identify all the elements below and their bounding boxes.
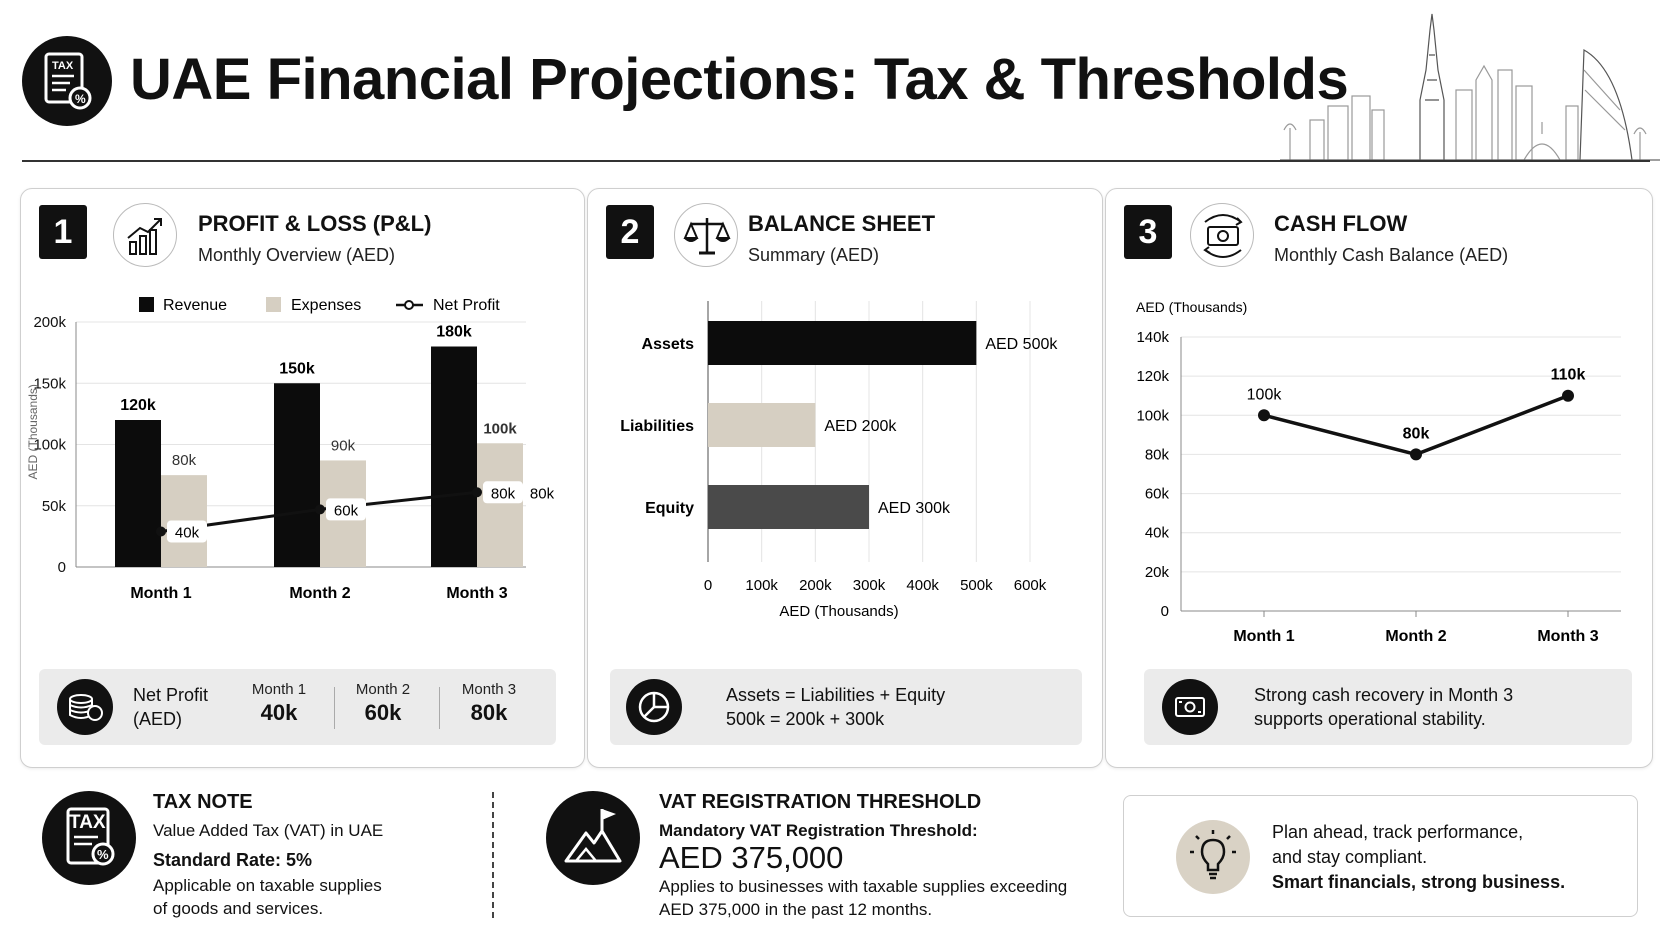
bar-expenses	[477, 443, 523, 567]
tax-document-icon	[22, 36, 112, 126]
legend-swatch-expenses	[266, 297, 281, 312]
bar-revenue	[274, 383, 320, 567]
vat-threshold-subtitle: Mandatory VAT Registration Threshold:	[659, 821, 978, 840]
page-title: UAE Financial Projections: Tax & Thresholds	[130, 47, 1349, 112]
x-tick-label: 100k	[745, 577, 778, 594]
data-label: AED 500k	[985, 336, 1058, 353]
category-label: Equity	[645, 500, 694, 517]
svg-text:%: %	[97, 847, 109, 862]
balance-sheet-chart	[588, 189, 1104, 649]
data-label: AED 200k	[824, 418, 897, 435]
vat-threshold-title: VAT REGISTRATION THRESHOLD	[659, 791, 982, 813]
y-tick-label: 120k	[1136, 368, 1169, 386]
vat-threshold-detail-2: AED 375,000 in the past 12 months.	[659, 900, 933, 919]
tax-note-title: TAX NOTE	[153, 791, 253, 813]
y-tick-label: 0	[1160, 603, 1169, 620]
data-label-net-profit: 80k	[490, 485, 516, 503]
x-tick-label: 600k	[1013, 577, 1047, 594]
equation-line-2: 500k = 200k + 300k	[726, 709, 885, 729]
tip-line-2: and stay compliant.	[1272, 847, 1428, 867]
section-divider	[492, 792, 494, 918]
tax-note-line: Value Added Tax (VAT) in UAE	[153, 821, 384, 840]
cash-flow-panel	[1105, 188, 1653, 768]
cash-note-line-1: Strong cash recovery in Month 3	[1254, 685, 1514, 705]
x-axis-title: AED (Thousands)	[779, 603, 899, 620]
legend-revenue: Revenue	[163, 297, 228, 314]
panel-number: 1	[39, 205, 87, 259]
vat-threshold-detail-1: Applies to businesses with taxable supplies exceeding	[659, 877, 1068, 896]
category-label: Assets	[641, 336, 694, 353]
legend-swatch-revenue	[139, 297, 154, 312]
x-tick-label: Month 3	[446, 585, 508, 602]
panel-title: BALANCE SHEET	[748, 211, 936, 236]
data-label-net-profit: 40k	[174, 524, 200, 542]
coins-icon	[57, 679, 113, 735]
chart-legend	[139, 297, 500, 314]
data-label-expenses: 100k	[483, 420, 517, 438]
x-tick-label: Month 2	[289, 585, 351, 602]
y-tick-label: 100k	[1136, 407, 1169, 425]
profit-loss-chart	[21, 189, 586, 649]
y-axis-title: AED (Thousands)	[26, 384, 40, 480]
x-tick-label: 500k	[960, 577, 993, 594]
x-tick-label: 300k	[852, 577, 886, 594]
data-label: 110k	[1550, 366, 1586, 384]
tip-line-1: Plan ahead, track performance,	[1272, 822, 1524, 842]
data-label: 100k	[1246, 386, 1282, 404]
net-profit-point	[315, 504, 325, 514]
tax-note-detail-2: of goods and services.	[153, 899, 324, 918]
header-divider	[22, 160, 1650, 162]
data-label-revenue: 150k	[279, 360, 315, 378]
y-tick-label: 140k	[1136, 329, 1169, 346]
mountain-flag-icon	[546, 791, 640, 885]
header	[0, 0, 1672, 165]
tip-line-3: Smart financials, strong business.	[1272, 872, 1566, 892]
svg-text:TAX: TAX	[69, 812, 106, 833]
panel-title: PROFIT & LOSS (P&L)	[198, 211, 432, 236]
data-label-expenses: 80k	[171, 452, 197, 470]
net-profit-month-3: Month 3 80k	[461, 681, 517, 725]
profit-loss-panel	[20, 188, 585, 768]
extra-label: 80k	[529, 485, 555, 503]
balance-equation	[726, 683, 945, 731]
balance-equation-summary	[610, 669, 1082, 745]
cash-balance-point	[1258, 409, 1270, 421]
net-profit-label: Net Profit (AED)	[133, 685, 209, 729]
cash-flow-chart	[1106, 189, 1654, 649]
x-tick-label: Month 1	[1233, 628, 1295, 645]
balance-sheet-panel	[587, 188, 1103, 768]
panel-subtitle: Monthly Cash Balance (AED)	[1274, 245, 1509, 265]
net-profit-month-1: Month 1 40k	[251, 681, 307, 725]
vat-threshold-amount: AED 375,000	[659, 840, 844, 875]
tax-badge-text: TAX	[52, 60, 74, 72]
y-tick-label: 20k	[1144, 563, 1169, 581]
y-tick-label: 100k	[33, 436, 66, 454]
bar-revenue	[115, 420, 161, 567]
y-tick-label: 200k	[33, 314, 66, 331]
y-tick-label: 50k	[41, 497, 66, 515]
legend-expenses: Expenses	[291, 297, 362, 314]
lightbulb-icon	[1176, 820, 1250, 894]
data-label-net-profit: 60k	[333, 502, 359, 520]
x-tick-label: 0	[703, 577, 713, 594]
y-tick-label: 40k	[1144, 524, 1169, 542]
svg-text:%: %	[75, 92, 86, 106]
y-tick-label: 80k	[1144, 446, 1169, 464]
data-label-revenue: 120k	[120, 397, 156, 414]
bar-revenue	[431, 347, 477, 568]
data-label-revenue: 180k	[436, 323, 472, 341]
pie-chart-icon	[626, 679, 682, 735]
x-tick-label: 400k	[906, 577, 939, 594]
net-profit-point	[156, 526, 166, 536]
cash-balance-point	[1562, 390, 1574, 402]
panel-number: 3	[1124, 205, 1172, 259]
y-tick-label: 60k	[1144, 485, 1169, 503]
y-tick-label: 0	[57, 559, 66, 576]
data-label: 80k	[1402, 425, 1430, 443]
tip-box	[1123, 795, 1638, 917]
net-profit-point	[472, 487, 482, 497]
x-tick-label: Month 3	[1537, 628, 1599, 645]
tax-note-detail-1: Applicable on taxable supplies	[153, 876, 382, 895]
x-tick-label: 200k	[799, 577, 832, 594]
net-profit-summary	[39, 669, 556, 745]
panel-subtitle: Monthly Overview (AED)	[198, 245, 396, 265]
y-axis-title: AED (Thousands)	[1136, 299, 1248, 315]
vat-standard-rate: Standard Rate: 5%	[153, 850, 313, 870]
cash-note-line-2: supports operational stability.	[1254, 709, 1486, 729]
category-label: Liabilities	[620, 418, 694, 435]
bar-equity	[708, 485, 869, 529]
panel-subtitle: Summary (AED)	[748, 245, 880, 265]
y-tick-label: 150k	[33, 375, 66, 393]
bar-liabilities	[708, 403, 815, 447]
bar-assets	[708, 321, 976, 365]
cash-flow-summary	[1144, 669, 1632, 745]
equation-line-1: Assets = Liabilities + Equity	[726, 685, 946, 705]
x-tick-label: Month 1	[130, 585, 192, 602]
cash-balance-point	[1410, 448, 1422, 460]
banknote-icon	[1162, 679, 1218, 735]
x-tick-label: Month 2	[1385, 628, 1447, 645]
panel-title: CASH FLOW	[1274, 211, 1408, 236]
cash-flow-note	[1254, 683, 1513, 731]
panel-number: 2	[606, 205, 654, 259]
dubai-skyline-illustration	[1280, 10, 1660, 162]
data-label: AED 300k	[878, 500, 951, 517]
data-label-expenses: 90k	[330, 437, 356, 455]
net-profit-month-2: Month 2 60k	[355, 681, 411, 725]
legend-net-profit: Net Profit	[433, 297, 500, 314]
tax-note-icon	[42, 791, 136, 885]
